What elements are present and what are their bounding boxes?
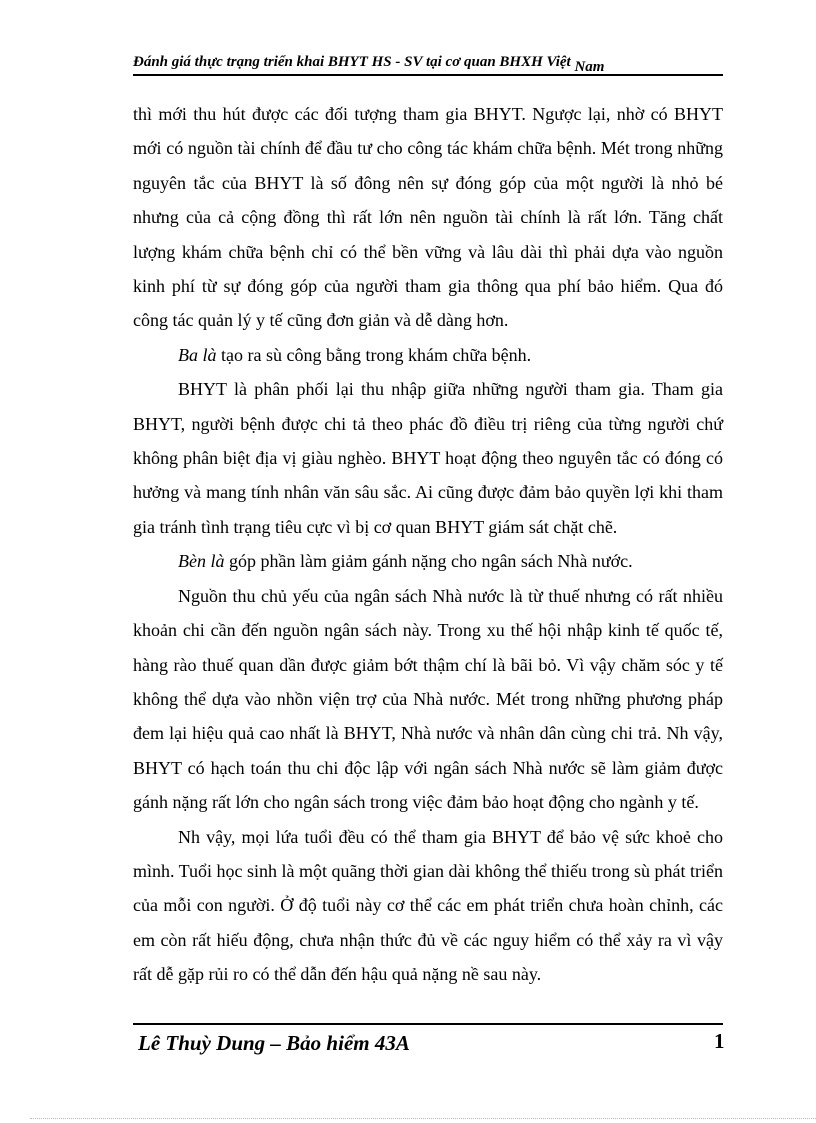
paragraph-2-lead: Ba là [178,344,217,365]
page-edge-divider [30,1118,816,1119]
header-title-end: Nam [574,59,605,75]
paragraph-4-text: góp phần làm giảm gánh nặng cho ngân sách Nhà nước. [224,551,633,572]
header-title: Đánh giá thực trạng triển khai BHYT HS - SV tại cơ quan BHXH Việt [133,54,571,70]
paragraph-1: thì mới thu hút được các đối tượng tham gia BHYT. Ngược lại, nhờ có BHYT mới có nguồn tài chính để đầu tư cho công tác khám chữa bệnh. Mét trong những nguyên tắc của BHYT là số đông nên sự đóng góp của một người là nhỏ bé nhưng của cả cộng đồng thì rất lớn nên nguồn tài chính là rất lớn. Tăng chất lượng khám chữa bệnh chỉ có thể bền vững và lâu dài thì phải dựa vào nguồn kinh phí từ sự đóng góp của người tham gia thông qua phí bảo hiểm. Qua đó công tác quản lý y tế cũng đơn giản và dễ dàng hơn. [133,104,723,331]
running-header [133,50,723,76]
paragraph-4-lead: Bèn là [178,551,225,572]
page-number: 1 [714,1029,725,1053]
paragraph-3: BHYT là phân phối lại thu nhập giữa những người tham gia. Tham gia BHYT, người bệnh được chi tả theo phác đồ điều trị riêng của từng người chứ không phân biệt địa vị giàu nghèo. BHYT hoạt động theo nguyên tắc có đóng có hưởng và mang tính nhân văn sâu sắc. Ai cũng được đảm bảo quyền lợi khi tham gia tránh tình trạng tiêu cực vì bị cơ quan BHYT giám sát chặt chẽ. [133,379,723,537]
paragraph-2 [133,338,723,372]
paragraph-4 [133,544,723,578]
document-body [133,97,723,992]
paragraph-6: Nh vậy, mọi lứa tuổi đều có thể tham gia BHYT để bảo vệ sức khoẻ cho mình. Tuổi học sinh là một quãng thời gian dài không thể thiếu trong sù phát triển của mỗi con người. Ở độ tuổi này cơ thể các em phát triển chưa hoàn chỉnh, các em còn rất hiếu động, chưa nhận thức đủ về các nguy hiểm có thể xảy ra vì vậy rất dễ gặp rủi ro có thể dẫn đến hậu quả nặng nề sau này. [133,826,723,985]
paragraph-2-text: tạo ra sù công bằng trong khám chữa bệnh. [216,344,532,365]
footer-rule [133,1023,723,1025]
footer-author: Lê Thuỳ Dung – Bảo hiểm 43A [138,1031,410,1055]
paragraph-5: Nguồn thu chủ yếu của ngân sách Nhà nước là từ thuế nhưng có rất nhiều khoản chi cần đến nguồn ngân sách này. Trong xu thế hội nhập kinh tế quốc tế, hàng rào thuế quan dần được giảm bớt thậm chí là bãi bỏ. Vì vậy chăm sóc y tế không thể dựa vào nhồn viện trợ của Nhà nước. Mét trong những phương pháp đem lại hiệu quả cao nhất là BHYT, Nhà nước và nhân dân cùng chi trả. Nh vậy, BHYT có hạch toán thu chi độc lập với ngân sách Nhà nước sẽ làm giảm được gánh nặng rất lớn cho ngân sách trong việc đảm bảo hoạt động cho ngành y tế. [133,585,723,813]
